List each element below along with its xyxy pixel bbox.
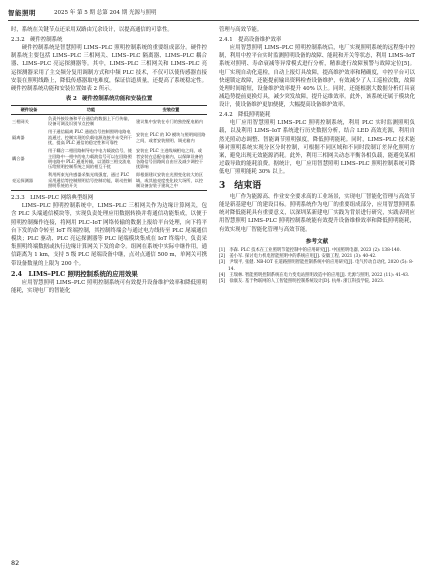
table-cell: 即根据建议安装在光照变化较大的区域，或其他亮度变化较大场所，以控制设备安装于建筑之中: [135, 171, 207, 190]
table-cell: 隔离器: [12, 134, 25, 140]
table-row: [11, 171, 207, 190]
reference-item: [1] 李森. PLC 技术在工业照明节能控制中的应用研究[J]. 中国照明电器, 2023 (2): 138-140.: [219, 248, 401, 254]
section-heading-2-4: 2.4 LIMS–PLC 照明控制系统的应用效果: [11, 269, 138, 278]
paragraph: 电厂应用智慧照明 LIMS–PLC 照明控制系统，利用 PLC 实时监测照明负载，以及利用 LIMS–IoT 系统进行历史数据分析，结合 LED 高效光源，利用自然光照动态调整、智能调节照明强度，降低照明能耗。同时，LIMS–PLC 技术能够对照明系统实现分区分时控制，可根据不同区域和不同时段制订差异化照明方案，避免出现无效能源消耗。此外，利用三相网关动态平衡各相负载，能避免某相过载导致的能耗浪费。据统计，电厂应用智慧照明 LIMS–PLC 照明控制系统可降低电厂照明能耗 30% 以上。: [219, 120, 415, 176]
table-cell: 安装在 PLC 主进线端相电之间，或者安装在总配电箱内，以保障设备的各路信号回路间自由应及减少调控干扰影响: [136, 148, 204, 170]
table-header-cell: 功能: [47, 106, 135, 114]
reference-item: [4] 王瑞林. 智能照明控制系统在电力变电站照明改造中的应用[J]. 光源与照明, 2022 (11): 41-43.: [219, 272, 410, 278]
header-rule: [8, 20, 419, 21]
running-header: [8, 6, 419, 18]
references-title: 参考文献: [305, 238, 329, 245]
section-heading-2-3-3: 2.3.3 LIMS–PLC 网络典型组网: [11, 194, 94, 201]
table-header-row: [11, 106, 207, 114]
paragraph: LIMS–PLC 照明控制系统中，LIMS–PLC 三相网关作为边缘计算网关，包含 PLC 头端通信模块等，实现负责处理应用数据转换并将通信功能集成，以便于照明控制操作连接，将网用 PLC–IoT 网络传输的数据上报给平台处理，向下将平台下发的命令转至 IoT 终端控制，其控制终端会与通过电力线传至 PLC 尾端通信模块；PLC 驱动、PLC 亮运探测器等 PLC 尾端模块集成在 IoT 终端中，负责采集照明终端数据或执行边缘计算网关下发的命令。组网在系统中实际中继作用，通信距离为 1 km，支持 5 级 PLC 尾端设备中继，点对点通信 500 m，单网关可携带设备数量的上限为 200 个。: [11, 203, 207, 267]
table-cell: 安装在 PLC 的 IO 模块与照明间回路之间，或者安装照明、调光箱内: [136, 132, 206, 143]
reference-item: [5] 徐康友. 基于物联网的人工智能照明控制系统设计[D]. 杭州: 浙江科技学院, 2023.: [219, 279, 385, 285]
paragraph: 电厂作为能源高、作业安全要求高的工业场景，实现电厂智能化管理与高效节能是新基建电厂的建设目标。照明系统作为电厂的重要组成部分，应用智慧照明系统对降低能耗具有重要意义，以深圳某新建电厂实践为背景进行研究，实践表明应用智慧照明 LIMS–PLC 照明控制系统能有效提升设备维修效率和降低照明能耗，有效实现电厂智能化管理与高效节能。: [219, 193, 415, 233]
table-cell: 三相网关: [12, 118, 29, 124]
table-caption: 表 2 硬件控制系统功能和安装位置: [65, 96, 153, 103]
table-cell: 耦合器: [12, 156, 25, 162]
paragraph: 应用智慧照明 LIMS–PLC 照明控制系统可有效提升设备维护效率和降低照明能耗，实现电厂的智能化: [11, 280, 207, 295]
section-heading-2-4-2: 2.4.2 降低照明能耗: [219, 112, 271, 119]
issue-info: 2025 年 第 5 期 总第 204 期 光源与照明: [54, 10, 157, 16]
reference-item: [3] 尹瑞平, 张健. NB-IOT 在道路照明智能控制系统中的应用研究[J]. 电气传动自动化, 2020 (5): 8-14.: [219, 260, 414, 272]
table-header-cell: 硬件设备: [11, 106, 47, 114]
table-cell: 用于通信隔离 PLC 通道信号控制照明电路电流通过，控制实现的负载电源连接并未受到干扰，提高 PLC 通信的稳定性和可靠性: [48, 129, 132, 146]
table-cell: 用于耦合二相回路制导电中电力载波信号，使主回路中一相中的电力载波信号可以在回路照明电路中 PLC 通道传输，以消除三相交流电压给照明控制系统之间的相互干扰: [48, 148, 132, 170]
table-cell: 亮运探测器: [11, 171, 47, 190]
hardware-table: [11, 105, 207, 191]
section-heading-3: 3 结束语: [219, 180, 262, 191]
right-column: [219, 26, 415, 285]
left-column: [11, 26, 207, 295]
table-cell: 负责外接设备和平台通信的数据上下行传输，设备可调及识别节点控制: [48, 116, 132, 127]
table-cell: 利用两束光传感器采集光线强度，通过 PLC 采用通信等控制照明信号控制功能，联动控制照明系统的开关: [47, 171, 135, 190]
paragraph: 管理与高效节能。: [219, 27, 263, 33]
section-heading-2-4-1: 2.4.1 提高设备维护效率: [219, 36, 282, 43]
table-row: [11, 128, 207, 147]
section-heading-2-3-2: 2.3.2 硬件控制系统: [11, 36, 63, 43]
paragraph: 应用智慧照明 LIMS–PLC 照明控制系统后，电厂实现照明系统的远程集中控制，利用中控平台实时监测照明设备的故障、能耗和开关等状态，利用 LIMS–IoT 系统对照明、寿命衰减等异常模式进行分析，精准进行故障预警与故障定位[5]。电厂实现自动化巡检，自动上报灯具故障，提高维护效率和精确度，中控平台可以快速锁定故障，还能提前输出资料检查设备维护，有效减少了人工巡检次数，故障处理时间缩短，设备维护效率提升 40% 以上。同时，还能根据大数据分析灯具衰减趋势提前更换灯具，减少突发故障，提升运维效率。此外，该系统还属于模块化设计，使设备维护更加便捷，大幅提高设备维护效率。: [219, 44, 415, 109]
page-number: 82: [11, 559, 20, 567]
journal-name: 智能照明: [8, 8, 36, 17]
paragraph: 硬件控制系统是智慧照明 LIMS–PLC 照明控制系统的重要组成部分。硬件控制系统主要包括 LIMS–PLC 三相网关、LIMS–PLC 隔离器、LIMS–PLC 耦合器、LIMS–PLC 亮运探测器等。其中，LIMS–PLC 三相网关和 LIMS–PLC 亮运探测器采用了主交频分复用调制方式和中频 PLC 技术，不仅可以使传感器直接安装在照明线路上，降低传感器取电难度，保证信道质量，还提高了系统稳定性。硬件控制系统功能和安装位置如表 2 所示。: [11, 44, 207, 92]
table-header-cell: 安装位置: [135, 106, 207, 114]
table-cell: 建议集中安装在专门的独控配电箱内: [136, 118, 204, 124]
table-row: [11, 147, 207, 171]
paragraph: 时，系统在关键节点还采用双路由冗余设计，以提高通信的可靠性。: [11, 27, 173, 33]
reference-item: [2] 姜小军. 探讨电力机电智能照明中的系统应用[J]. 安徽工程, 2021 (3): 40-42.: [219, 254, 377, 260]
table-row: [11, 114, 207, 128]
